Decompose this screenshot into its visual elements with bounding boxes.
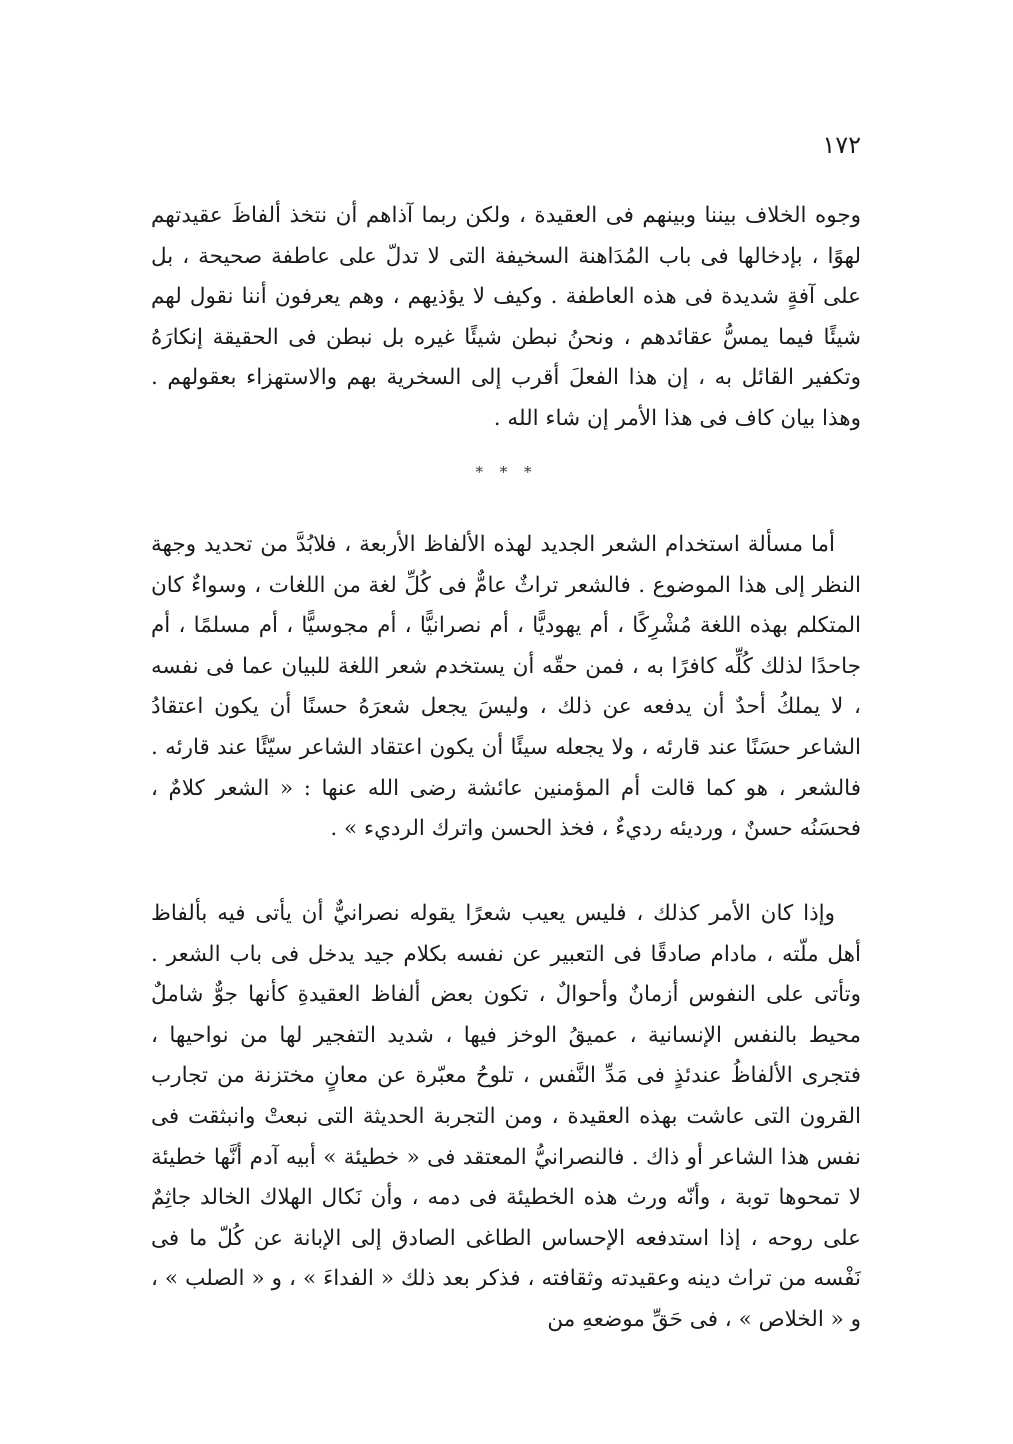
paragraph: أما مسألة استخدام الشعر الجديد لهذه الألفاظ الأربعة ، فلابُدَّ من تحديد وجهة النظر إلى هذا الموضوع . فالشعر تراثٌ عامٌّ فى كُلِّ لغة من اللغات ، وسواءٌ كان المتكلم بهذه اللغة مُشْرِكًا ، أم يهوديًّا ، أم نصرانيًّا ، أم مجوسيًّا ، أم مسلمًا ، أم جاحدًا لذلك كُلِّه كافرًا به ، فمن حقّه أن يستخدم شعر اللغة للبيان عما فى نفسه ، لا يملكُ أحدٌ أن يدفعه عن ذلك ، وليسَ يجعل شعرَهُ حسنًا أن يكون اعتقادُ الشاعر حسَنًا عند قارئه ، ولا يجعله سيئًا أن يكون اعتقاد الشاعر سيّئًا عند قارئه . فالشعر ، هو كما قالت أم المؤمنين عائشة رضى الله عنها : « الشعر كلامٌ ، فحسَنُه حسنٌ ، ورديئه رديءٌ ، فخذ الحسن واترك الرديء » . — [151, 532, 861, 842]
paragraph: وإذا كان الأمر كذلك ، فليس يعيب شعرًا يقوله نصرانيٌّ أن يأتى فيه بألفاظ أهل ملّته ، مادام صادقًا فى التعبير عن نفسه بكلام جيد يدخل فى باب الشعر . وتأتى على النفوس أزمانٌ وأحوالٌ ، تكون بعض ألفاظ العقيدةِ كأنها جوٌّ شاملٌ محيط بالنفس الإنسانية ، عميقُ الوخز فيها ، شديد التفجير لها من نواحيها ، فتجرى الألفاظُ عندئذٍ فى مَدِّ النَّفس ، تلوحُ معبّرة عن معانٍ مختزنة من تجارب القرون التى عاشت بهذه العقيدة ، ومن التجربة الحديثة التى نبعتْ وانبثقت فى نفس هذا الشاعر أو ذاك . فالنصرانيُّ المعتقد فى « خطيئة » أبيه آدم أنَّها خطيئة لا تمحوها توبة ، وأنّه ورث هذه الخطيئة فى دمه ، وأن نَكال الهلاك الخالد جاثِمٌ على روحه ، إذا استدفعه الإحساس الطاغى الصادق إلى الإبانة عن كُلّ ما فى نَفْسه من تراث دينه وعقيدته وثقافته ، فذكر بعد ذلك « الفداءَ » ، و « الصلب » ، و « الخلاص » ، فى حَقِّ موضعهِ من — [151, 901, 861, 1332]
paragraph-block-3 — [151, 894, 861, 1341]
paragraph-block-1 — [151, 196, 861, 440]
paragraph: وجوه الخلاف بيننا وبينهم فى العقيدة ، ولكن ربما آذاهم أن نتخذ ألفاظَ عقيدتهم لهوًا ، بإدخالها فى باب المُدَاهنة السخيفة التى لا تدلّ على عاطفة صحيحة ، بل على آفةٍ شديدة فى هذه العاطفة . وكيف لا يؤذيهم ، وهم يعرفون أننا نقول لهم شيئًا فيما يمسُّ عقائدهم ، ونحنُ نبطن شيئًا غيره بل نبطن فى الحقيقة إنكارَهُ وتكفير القائل به ، إن هذا الفعلَ أقرب إلى السخرية بهم والاستهزاء بعقولهم . وهذا بيان كاف فى هذا الأمر إن شاء الله . — [151, 203, 861, 431]
page-number: ١٧٢ — [822, 131, 861, 159]
section-separator: * * * — [475, 463, 538, 481]
paragraph-block-2 — [151, 525, 861, 850]
